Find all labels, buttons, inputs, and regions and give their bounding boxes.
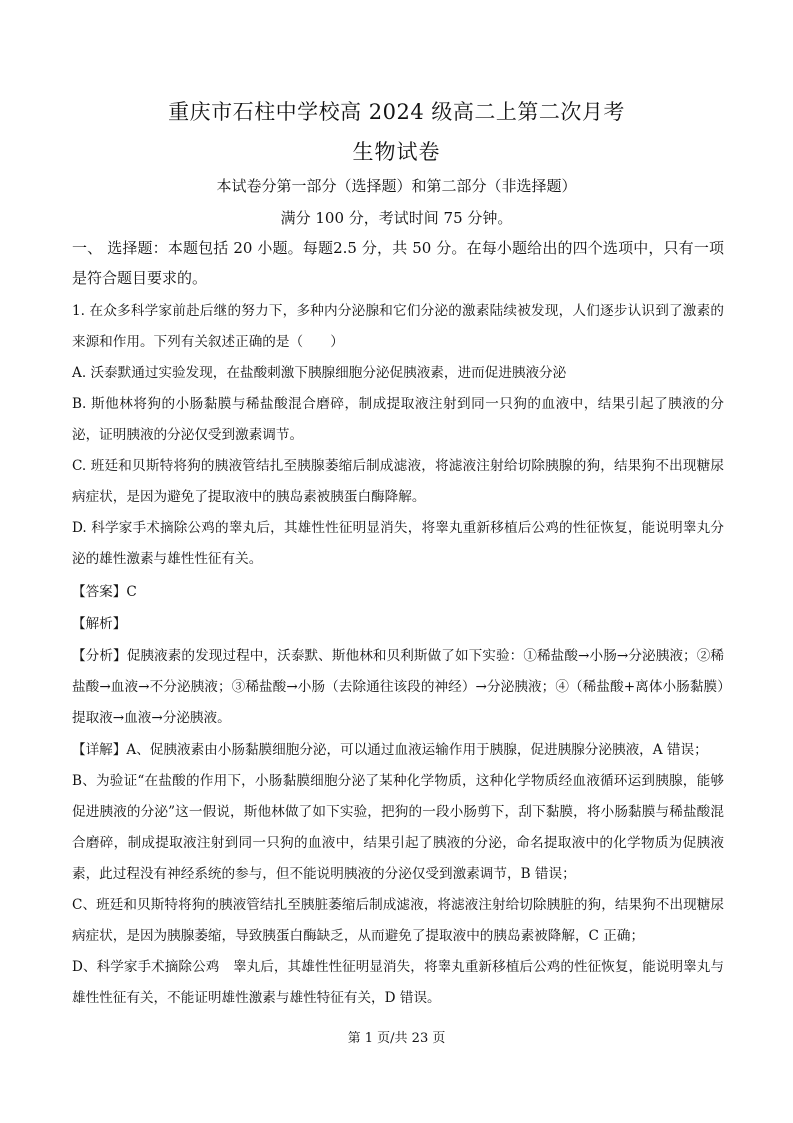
analysis-text: 【分析】促胰液素的发现过程中，沃泰默、斯他林和贝利斯做了如下实验：①稀盐酸→小肠→分泌胰液；②稀盐酸→血液→不分泌胰液；③稀盐酸→小肠（去除通往该段的神经）→分泌胰液；④（稀盐酸+离体小肠黏膜）提取液→血液→分泌胰液。 [72, 648, 724, 726]
exam-title: 重庆市石柱中学校高 2024 级高二上第二次月考 [168, 100, 625, 124]
section-heading [72, 233, 724, 293]
question-1 [72, 296, 724, 575]
exam-subtitle: 生物试卷 [352, 140, 441, 164]
analysis-block [72, 641, 724, 734]
option-d: D. 科学家手术摘除公鸡的睾丸后，其雄性性征明显消失，将睾丸重新移植后公鸡的性征恢复，能说明睾丸分泌的雄性激素与雄性性征有关。 [72, 520, 724, 567]
answer-label: 【答案】C [72, 584, 137, 600]
detail-c: C、班廷和贝斯特将狗的胰液管结扎至胰脏萎缩后制成滤液，将滤液注射给切除胰脏的狗，结果狗不出现糖尿病症状，是因为胰腺萎缩，导致胰蛋白酶缺乏，从而避免了提取液中的胰岛素被降解，C 正确； [72, 897, 724, 944]
option-a: A. 沃泰默通过实验发现，在盐酸刺激下胰腺细胞分泌促胰液素，进而促进胰液分泌 [72, 365, 567, 381]
detail-a: 【详解】A、促胰液素由小肠黏膜细胞分泌，可以通过血液运输作用于胰腺，促进胰腺分泌胰液，A 错误； [72, 742, 708, 758]
detail-block [72, 735, 724, 1014]
option-c: C. 班廷和贝斯特将狗的胰液管结扎至胰腺萎缩后制成滤液，将滤液注射给切除胰腺的狗，结果狗不出现糖尿病症状，是因为避免了提取液中的胰岛素被胰蛋白酶降解。 [72, 458, 724, 505]
exam-parts-note: 本试卷分第一部分（选择题）和第二部分（非选择题） [216, 177, 577, 195]
section-heading-text: 一、 选择题：本题包括 20 小题。每题2.5 分，共 50 分。在每小题给出的四个选项中，只有一项是符合题目要求的。 [72, 239, 724, 287]
exam-score-time: 满分 100 分，考试时间 75 分钟。 [280, 209, 513, 227]
question-stem: 1. 在众多科学家前赴后继的努力下，多种内分泌腺和它们分泌的激素陆续被发现，人们逐步认识到了激素的来源和作用。下列有关叙述正确的是（ ） [72, 303, 724, 350]
page-footer: 第 1 页/共 23 页 [347, 1031, 446, 1046]
detail-d: D、科学家手术摘除公鸡 睾丸后，其雄性性征明显消失，将睾丸重新移植后公鸡的性征恢复，能说明睾丸与雄性性征有关，不能证明雄性激素与雄性特征有关，D 错误。 [72, 959, 724, 1006]
detail-b: B、为验证“在盐酸的作用下，小肠黏膜细胞分泌了某种化学物质，这种化学物质经血液循环运到胰腺，能够促进胰液的分泌”这一假说，斯他林做了如下实验，把狗的一段小肠剪下，刮下黏膜，将小肠黏膜与稀盐酸混合磨碎，制成提取液注射到同一只狗的血液中，结果引起了胰液的分泌，命名提取液中的化学物质为促胰液素，此过程没有神经系统的参与，但不能说明胰液的分泌仅受到激素调节，B 错误； [72, 773, 724, 882]
option-b: B. 斯他林将狗的小肠黏膜与稀盐酸混合磨碎，制成提取液注射到同一只狗的血液中，结果引起了胰液的分泌，证明胰液的分泌仅受到激素调节。 [72, 396, 724, 443]
analysis-label: 【解析】 [72, 616, 127, 632]
